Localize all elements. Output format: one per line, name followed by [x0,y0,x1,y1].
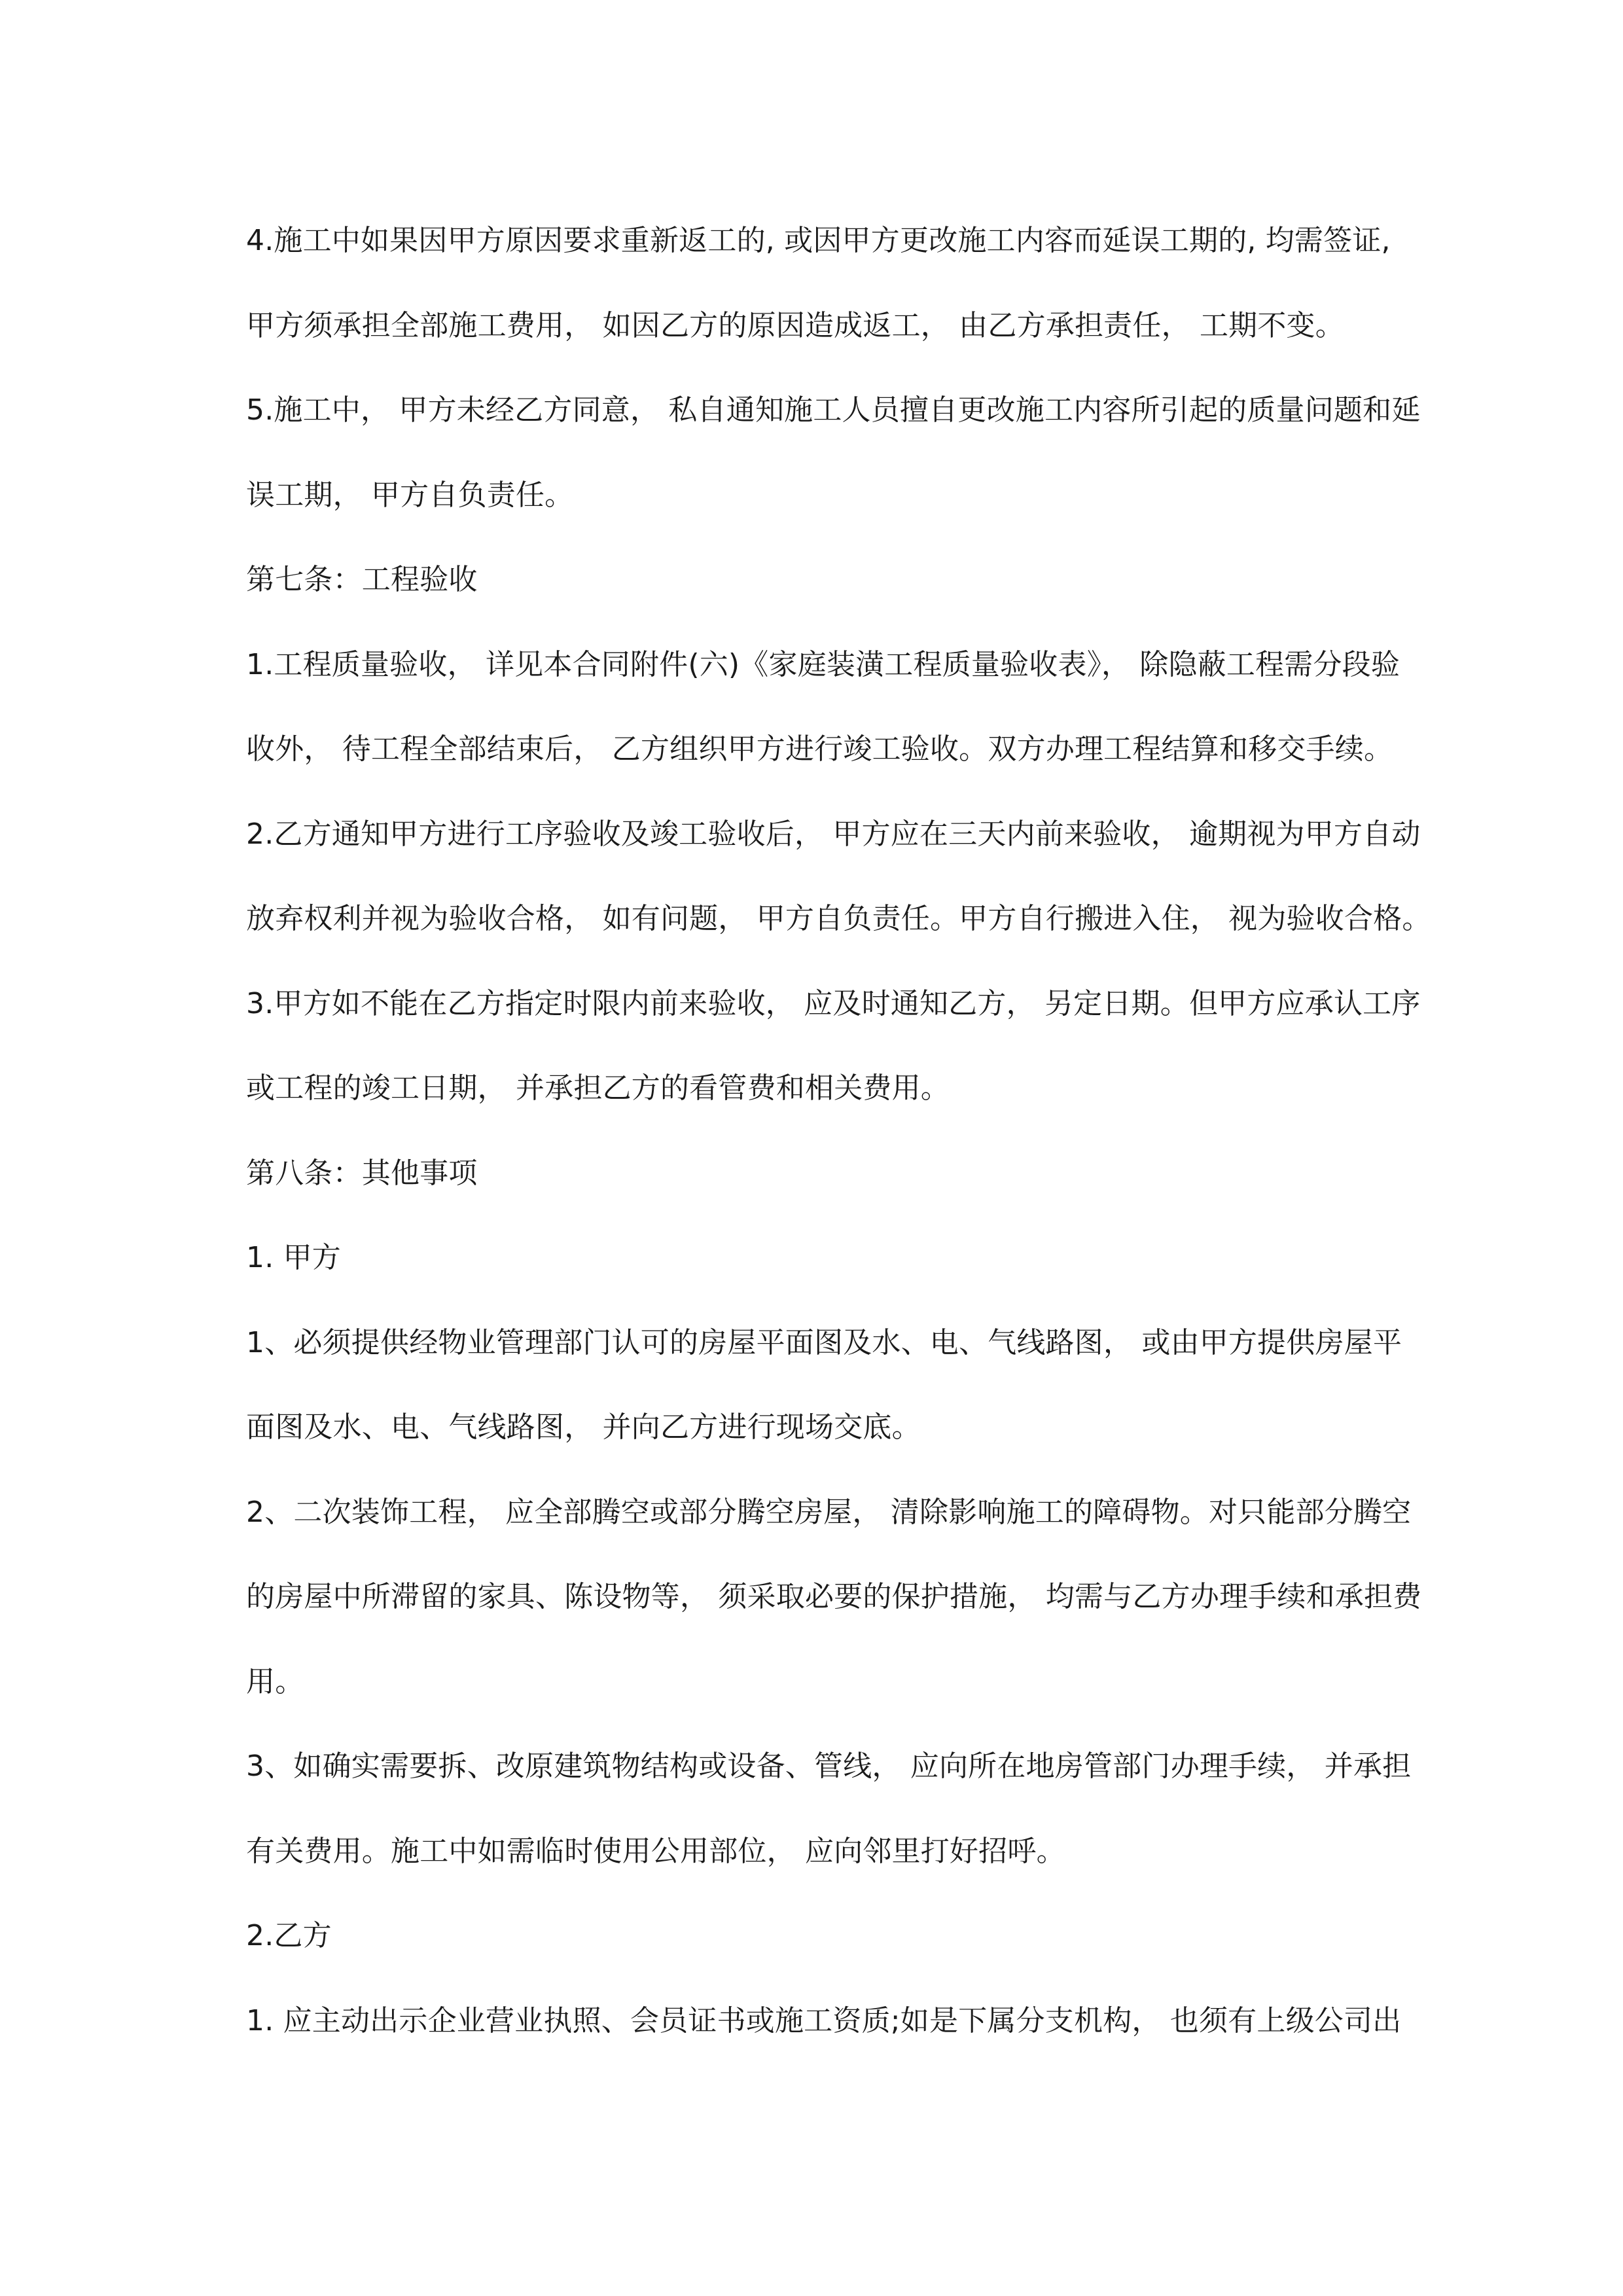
party-a-item-1-line-2: 面图及水、电、气线路图， 并向乙方进行现场交底。 [246,1410,921,1444]
party-a-item-2-line-1: 2、二次装饰工程， 应全部腾空或部分腾空房屋， 清除影响施工的障碍物。对只能部分腾空 [246,1496,1412,1529]
party-b-item-1-line-1: 1. 应主动出示企业营业执照、会员证书或施工资质;如是下属分支机构， 也须有上级公司出 [246,2004,1402,2037]
clause-6-item-4-line-1: 4.施工中如果因甲方原因要求重新返工的, 或因甲方更改施工内容而延误工期的, 均需签证, [246,224,1391,257]
clause-7-item-1-line-2: 收外， 待工程全部结束后， 乙方组织甲方进行竣工验收。双方办理工程结算和移交手续。 [246,732,1393,766]
clause-7-heading: 第七条：工程验收 [246,563,478,596]
clause-6-item-4-line-2: 甲方须承担全部施工费用， 如因乙方的原因造成返工， 由乙方承担责任， 工期不变。 [246,309,1344,342]
party-a-item-3-line-2: 有关费用。施工中如需临时使用公用部位， 应向邻里打好招呼。 [246,1835,1065,1868]
party-a-item-2-line-3: 用。 [246,1665,304,1698]
party-a-heading: 1. 甲方 [246,1241,341,1274]
clause-8-heading: 第八条：其他事项 [246,1157,478,1190]
clause-7-item-2-line-1: 2.乙方通知甲方进行工序验收及竣工验收后， 甲方应在三天内前来验收， 逾期视为甲方自动 [246,817,1421,851]
clause-6-item-5-line-2: 误工期， 甲方自负责任。 [246,478,574,512]
clause-7-item-2-line-2: 放弃权利并视为验收合格， 如有问题， 甲方自负责任。甲方自行搬进入住， 视为验收合格。 [246,902,1431,935]
party-a-item-1-line-1: 1、必须提供经物业管理部门认可的房屋平面图及水、电、气线路图， 或由甲方提供房屋平 [246,1326,1402,1359]
party-b-heading: 2.乙方 [246,1919,332,1952]
clause-6-item-5-line-1: 5.施工中， 甲方未经乙方同意， 私自通知施工人员擅自更改施工内容所引起的质量问题和延 [246,393,1421,427]
party-a-item-3-line-1: 3、如确实需要拆、改原建筑物结构或设备、管线， 应向所在地房管部门办理手续， 并承担 [246,1749,1412,1783]
clause-7-item-3-line-2: 或工程的竣工日期， 并承担乙方的看管费和相关费用。 [246,1071,950,1105]
clause-7-item-3-line-1: 3.甲方如不能在乙方指定时限内前来验收， 应及时通知乙方， 另定日期。但甲方应承认工序 [246,987,1421,1020]
clause-7-item-1-line-1: 1.工程质量验收， 详见本合同附件(六)《家庭装潢工程质量验收表》， 除隐蔽工程需分段验 [246,648,1400,681]
party-a-item-2-line-2: 的房屋中所滞留的家具、陈设物等， 须采取必要的保护措施， 均需与乙方办理手续和承担费 [246,1580,1422,1613]
